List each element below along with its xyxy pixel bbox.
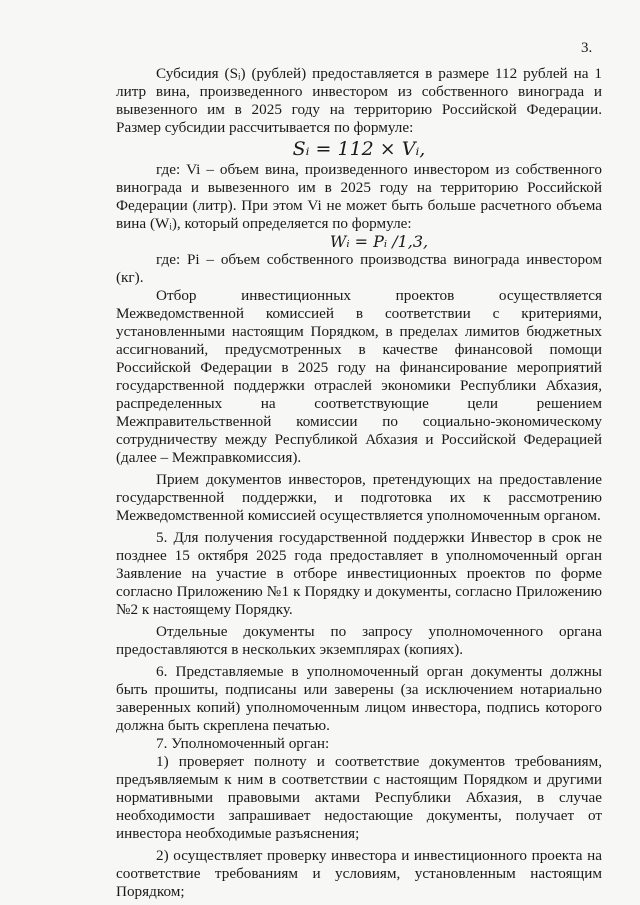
paragraph-document-intake: Прием документов инвесторов, претендующих на предоставление государственной поддержки, и подготовка их к рассмотрению Межведомственной комиссией осуществляется уполномоченным органом. <box>116 471 602 524</box>
paragraph-item-6: 6. Представляемые в уполномоченный орган документы должны быть прошиты, подписаны или заверены (за исключением нотариально заверенных копий) уполномоченным лицом инвестора, подпись которого должна быть скреплена печатью. <box>116 663 602 734</box>
paragraph-subitem-1: 1) проверяет полноту и соответствие документов требованиям, предъявляемым к ним в соответствии с настоящим Порядком и другими нормативными правовыми актами Республики Абхазия, в случае необходимости запрашивает недостающие документы, получает от инвестора необходимые разъяснения; <box>116 753 602 842</box>
paragraph-volume-definition: где: Vi – объем вина, произведенного инвестором из собственного винограда и вывезенного им в 2025 году на территорию Российской Федерации (литр). При этом Vi не может быть больше расчетного объема вина (Wᵢ), который определяется по формуле: <box>116 161 602 232</box>
paragraph-item-7: 7. Уполномоченный орган: <box>156 735 330 752</box>
paragraph-project-selection: Отбор инвестиционных проектов осуществляется Межведомственной комиссией в соответствии с критериями, установленными настоящим Порядком, в пределах лимитов бюджетных ассигнований, предусмотренных в качестве финансовой помощи Российской Федерации в 2025 году на финансирование мероприятий государственной поддержки отраслей экономики Республики Абхазия, распределенных на соответствующие цели решением Межправительственной комиссии по социально-экономическому сотрудничеству между Республикой Абхазия и Российской Федерацией (далее – Межправкомиссия). <box>116 287 602 466</box>
paragraph-item-5: 5. Для получения государственной поддержки Инвестор в срок не позднее 15 октября 2025 года предоставляет в уполномоченный орган Заявление на участие в отборе инвестиционных проектов по форме согласно Приложению №1 к Порядку и документы, согласно Приложению №2 к настоящему Порядку. <box>116 529 602 618</box>
paragraph-subsidy-size: Субсидия (Sᵢ) (рублей) предоставляется в размере 112 рублей на 1 литр вина, произведенного инвестором из собственного винограда и вывезенного им в 2025 году на территорию Российской Федерации. Размер субсидии рассчитывается по формуле: <box>116 65 602 136</box>
paragraph-subitem-2: 2) осуществляет проверку инвестора и инвестиционного проекта на соответствие требованиям и условиям, установленным настоящим Порядком; <box>116 847 602 900</box>
paragraph-grape-production: где: Pi – объем собственного производства винограда инвестором (кг). <box>116 251 602 286</box>
paragraph-copies: Отдельные документы по запросу уполномоченного органа предоставляются в нескольких экземплярах (копиях). <box>116 623 602 658</box>
formula-wine-volume: Wᵢ = Pᵢ /1,3, <box>329 232 429 251</box>
formula-subsidy: Sᵢ = 112 × Vᵢ, <box>292 138 426 160</box>
page-number: 3. <box>581 40 593 56</box>
document-body <box>116 65 602 901</box>
